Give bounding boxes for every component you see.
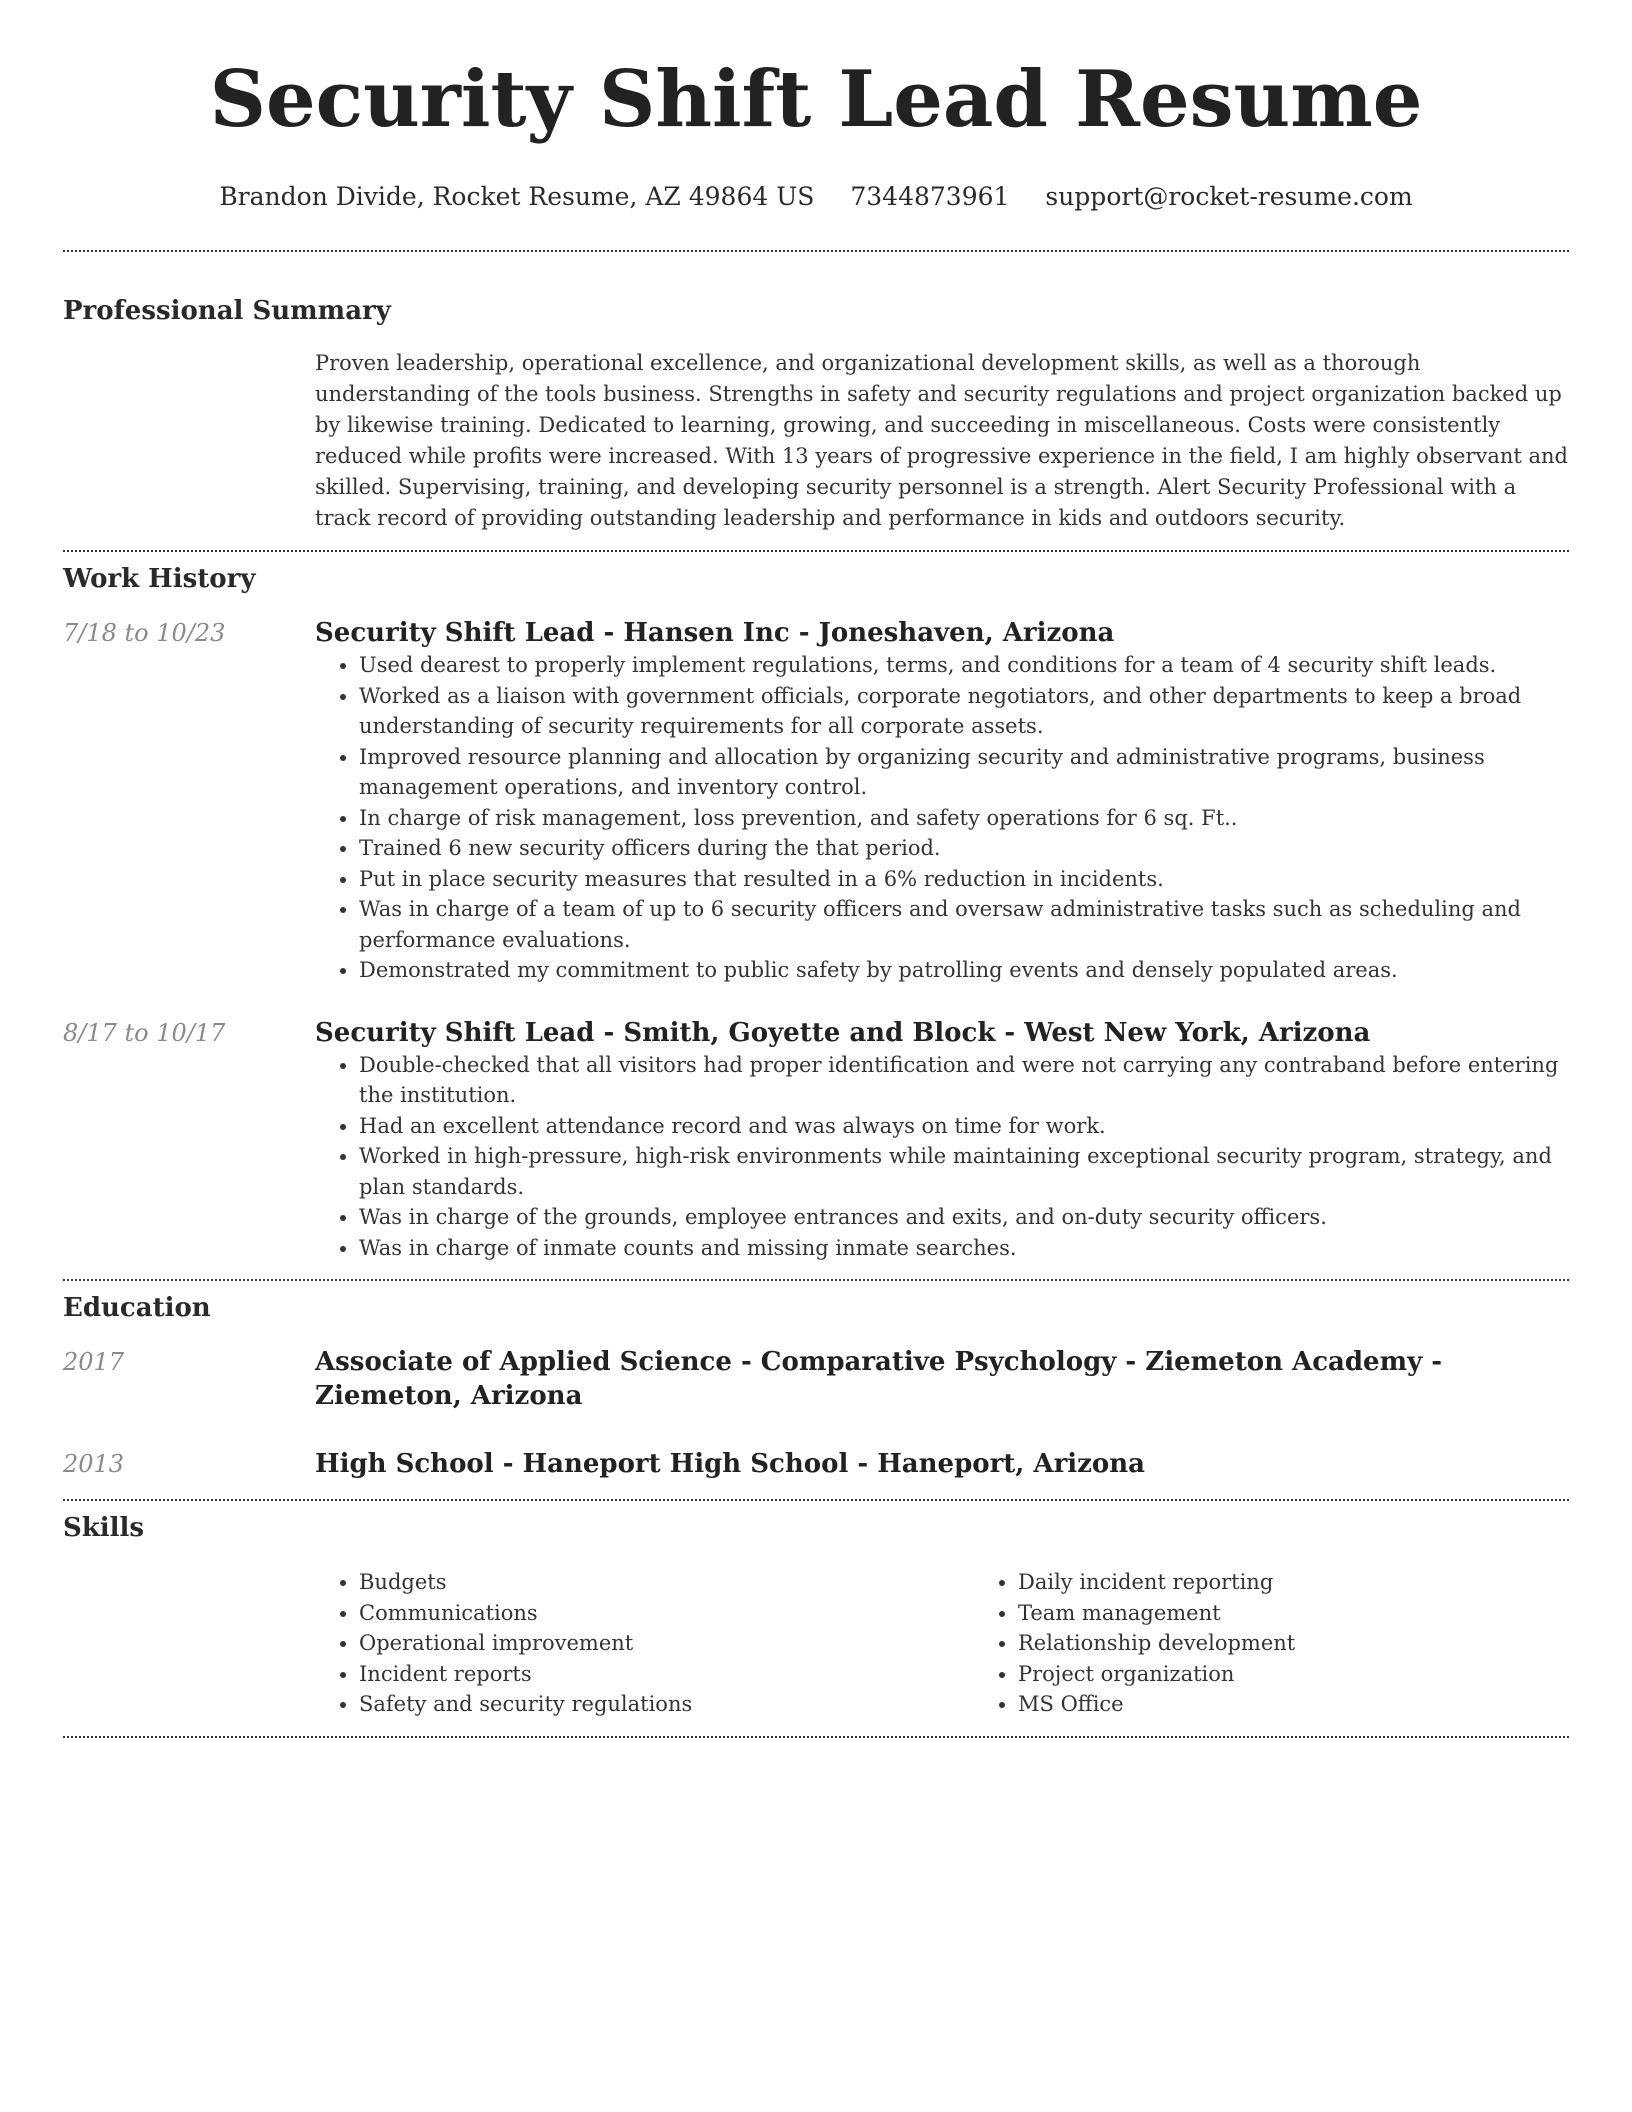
education-entry	[63, 1345, 1569, 1413]
divider	[63, 1736, 1569, 1738]
list-item: • Trained 6 new security officers during the that period.	[359, 833, 1569, 864]
list-item: • Project organization	[1018, 1659, 1632, 1690]
skills-list-right	[974, 1567, 1632, 1720]
section-heading-skills: Skills	[63, 1513, 145, 1543]
list-item: • Worked as a liaison with government officials, corporate negotiators, and other departments to keep a broad understanding of security requirements for all corporate assets.	[359, 681, 1569, 742]
education-entry	[63, 1447, 1569, 1499]
list-item: • Was in charge of inmate counts and missing inmate searches.	[359, 1233, 1569, 1264]
list-item: • Was in charge of the grounds, employee entrances and exits, and on-duty security officers.	[359, 1202, 1569, 1233]
job-dates: 7/18 to 10/23	[63, 619, 226, 647]
summary-section	[63, 252, 1569, 550]
education-section	[63, 1281, 1569, 1499]
contact-phone: 7344873961	[850, 182, 1010, 211]
contact-address: Brandon Divide, Rocket Resume, AZ 49864 US	[219, 182, 815, 211]
section-heading-work: Work History	[63, 564, 256, 594]
education-year: 2013	[63, 1450, 125, 1478]
list-item: • Budgets	[359, 1567, 974, 1598]
list-item: • Had an excellent attendance record and was always on time for work.	[359, 1111, 1569, 1142]
list-item: • Operational improvement	[359, 1628, 974, 1659]
job-entry	[63, 1016, 1569, 1280]
job-bullets	[315, 1050, 1569, 1280]
job-dates: 8/17 to 10/17	[63, 1018, 226, 1047]
contact-email: support@rocket-resume.com	[1045, 182, 1413, 211]
list-item: • Put in place security measures that resulted in a 6% reduction in incidents.	[359, 864, 1569, 895]
list-item: • In charge of risk management, loss prevention, and safety operations for 6 sq. Ft..	[359, 803, 1569, 834]
section-heading-summary: Professional Summary	[63, 296, 391, 326]
summary-text: Proven leadership, operational excellence, and organizational development skills, as well as a thorough understanding of the tools business. Strengths in safety and security regulations and project organization backed up by likewise training. Dedicated to learning, growing, and succeeding in miscellaneous. Costs were consistently reduced while profits were increased. With 13 years of progressive experience in the field, I am highly observant and skilled. Supervising, training, and developing security personnel is a strength. Alert Security Professional with a track record of providing outstanding leadership and performance in kids and outdoors security.	[315, 351, 1568, 530]
resume-title: Security Shift Lead Resume	[209, 54, 1423, 145]
skills-body	[63, 1567, 1569, 1736]
skills-list-left	[315, 1567, 974, 1720]
list-item: • Improved resource planning and allocation by organizing security and administrative programs, business management operations, and inventory control.	[359, 742, 1569, 803]
list-item: • Team management	[1018, 1598, 1632, 1629]
list-item: • MS Office	[1018, 1689, 1632, 1720]
job-bullets	[315, 650, 1569, 986]
summary-body	[63, 348, 1569, 550]
list-item: • Incident reports	[359, 1659, 974, 1690]
section-heading-education: Education	[63, 1293, 211, 1323]
education-year: 2017	[63, 1348, 125, 1376]
job-title: Security Shift Lead - Hansen Inc - Joneshaven, Arizona	[315, 618, 1115, 648]
list-item: • Worked in high-pressure, high-risk environments while maintaining exceptional security program, strategy, and plan standards.	[359, 1141, 1569, 1202]
education-title: Associate of Applied Science - Comparative Psychology - Ziemeton Academy - Ziemeton, Arizona	[315, 1347, 1443, 1411]
list-item: • Safety and security regulations	[359, 1689, 974, 1720]
list-item: • Double-checked that all visitors had proper identification and were not carrying any contraband before entering the institution.	[359, 1050, 1569, 1111]
skills-section	[63, 1501, 1569, 1736]
job-entry	[63, 616, 1569, 986]
list-item: • Daily incident reporting	[1018, 1567, 1632, 1598]
work-section	[63, 552, 1569, 1279]
list-item: • Demonstrated my commitment to public safety by patrolling events and densely populated areas.	[359, 955, 1569, 986]
job-title: Security Shift Lead - Smith, Goyette and Block - West New York, Arizona	[315, 1017, 1371, 1048]
list-item: • Relationship development	[1018, 1628, 1632, 1659]
education-title: High School - Haneport High School - Haneport, Arizona	[315, 1449, 1146, 1479]
list-item: • Communications	[359, 1598, 974, 1629]
list-item: • Used dearest to properly implement regulations, terms, and conditions for a team of 4 security shift leads.	[359, 650, 1569, 681]
contact-line	[63, 180, 1569, 214]
list-item: • Was in charge of a team of up to 6 security officers and oversaw administrative tasks such as scheduling and performance evaluations.	[359, 894, 1569, 955]
